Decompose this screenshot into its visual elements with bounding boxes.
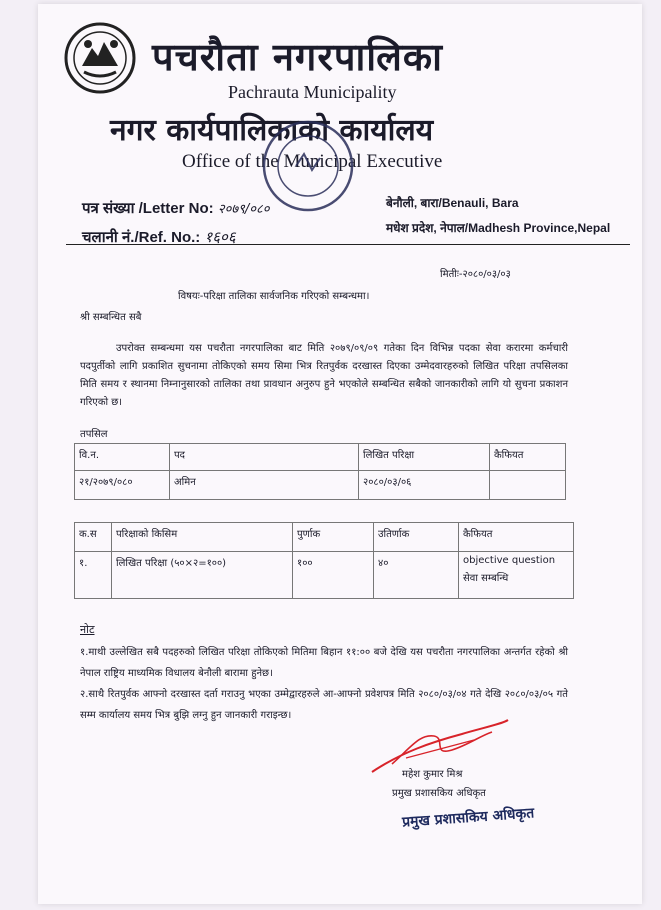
post-schedule-table	[74, 443, 566, 500]
table-header-cell: पद	[170, 444, 359, 471]
table-header-cell: कैफियत	[459, 523, 574, 552]
table-header-cell: लिखित परिक्षा	[359, 444, 490, 471]
table-cell: १.	[75, 552, 112, 599]
signer-title: प्रमुख प्रशासकिय अधिकृत	[392, 788, 486, 799]
reference-number-label: चलानी नं./Ref. No.:	[82, 229, 201, 246]
document-date: मितीः-२०८०/०३/०३	[440, 269, 511, 280]
remark-line-2: सेवा सम्बन्धि	[463, 573, 509, 584]
table-row	[75, 552, 574, 599]
signer-name: महेश कुमार मिश्र	[402, 769, 463, 780]
subject-line: विषयः-परिक्षा तालिका सार्वजनिक गरिएको सम्बन्धमा।	[178, 291, 370, 302]
table-row	[75, 471, 566, 500]
table-cell: अमिन	[170, 471, 359, 500]
address-line-1: बेनौली, बारा/Benauli, Bara	[386, 196, 519, 210]
letter-number	[82, 198, 270, 218]
note-1: १.माथी उल्लेखित सबै पदहरुको लिखित परिक्षा तोकिएको मितिमा बिहान ११:०० बजे देखि यस पचरौता नगरपालिका अन्तर्गत रहेको श्री नेपाल राष्ट्रिय माध्यमिक विधालय बेनौली बारामा हुनेछ।	[80, 647, 568, 679]
letter-number-label: पत्र संख्या /Letter No:	[82, 200, 214, 217]
table-cell: ४०	[374, 552, 459, 599]
table-cell: लिखित परिक्षा (५०×२=१००)	[112, 552, 293, 599]
letter-number-value: २०७९/०८०	[217, 202, 270, 217]
official-title-stamp: प्रमुख प्रशासकिय अधिकृत	[401, 805, 535, 831]
table-cell: २१/२०७९/०८०	[75, 471, 170, 500]
office-round-stamp	[260, 118, 356, 214]
address-line-2: मधेश प्रदेश, नेपाल/Madhesh Province,Nepal	[386, 221, 611, 235]
remark-line-1: objective question	[463, 555, 556, 566]
addressee: श्री सम्बन्धित सबै	[80, 312, 142, 323]
table-header-cell: परिक्षाको किसिम	[112, 523, 293, 552]
table-cell	[459, 552, 574, 599]
annex-label: तपसिल	[80, 429, 108, 440]
table-cell: २०८०/०३/०६	[359, 471, 490, 500]
reference-number-value: १६०६	[204, 228, 236, 246]
table-header-cell: कैफियत	[490, 444, 566, 471]
municipality-name-np: पचरौता नगरपालिका	[152, 34, 443, 79]
office-name-np: नगर कार्यपालिकाको कार्यालय	[110, 113, 434, 148]
header-divider	[66, 244, 630, 245]
table-cell: १००	[293, 552, 374, 599]
municipal-emblem-icon	[64, 22, 136, 94]
office-name-en: Office of the Municipal Executive	[182, 151, 443, 172]
body-paragraph: उपरोक्त सम्बन्धमा यस पचरौता नगरपालिका बाट मिति २०७९/०९/०९ गतेका दिन विभिन्न पदका सेवा करारमा कर्मचारी पदपुर्तीको लागि प्रकाशित सुचनामा तोकिएको समय सिमा भित्र रितपुर्वक दरखास्त दिएका उम्मेदवारहरुको लिखित परिक्षा तपसिलका मिति समय र स्थानमा निम्नानुसारको तालिका तथा प्रावधान अनुरुप हुने भएकोले सम्बन्धित सबैको जानकारीको लागि यो सुचना प्रकाशन गरिएको छ।	[80, 343, 568, 408]
table-header-cell: वि.न.	[75, 444, 170, 471]
municipality-name-en: Pachrauta Municipality	[228, 82, 397, 102]
table-header-row	[75, 523, 574, 552]
exam-type-table	[74, 522, 574, 599]
note-2: २.साथै रितपुर्वक आफ्नो दरखास्त दर्ता गराउनु भएका उम्मेद्वारहरुले आ-आफ्नो प्रवेशपत्र मिति २०८०/०३/०४ गते देखि २०८०/०३/०५ गते सम्म कार्यालय समय भित्र बुझि लग्नु हुन जानकारी गराइन्छ।	[80, 689, 568, 721]
table-cell	[490, 471, 566, 500]
table-header-cell: उतिर्णाक	[374, 523, 459, 552]
table-header-row	[75, 444, 566, 471]
table-header-cell: पुर्णाक	[293, 523, 374, 552]
notes-heading: नोट	[80, 623, 95, 636]
table-header-cell: क.स	[75, 523, 112, 552]
